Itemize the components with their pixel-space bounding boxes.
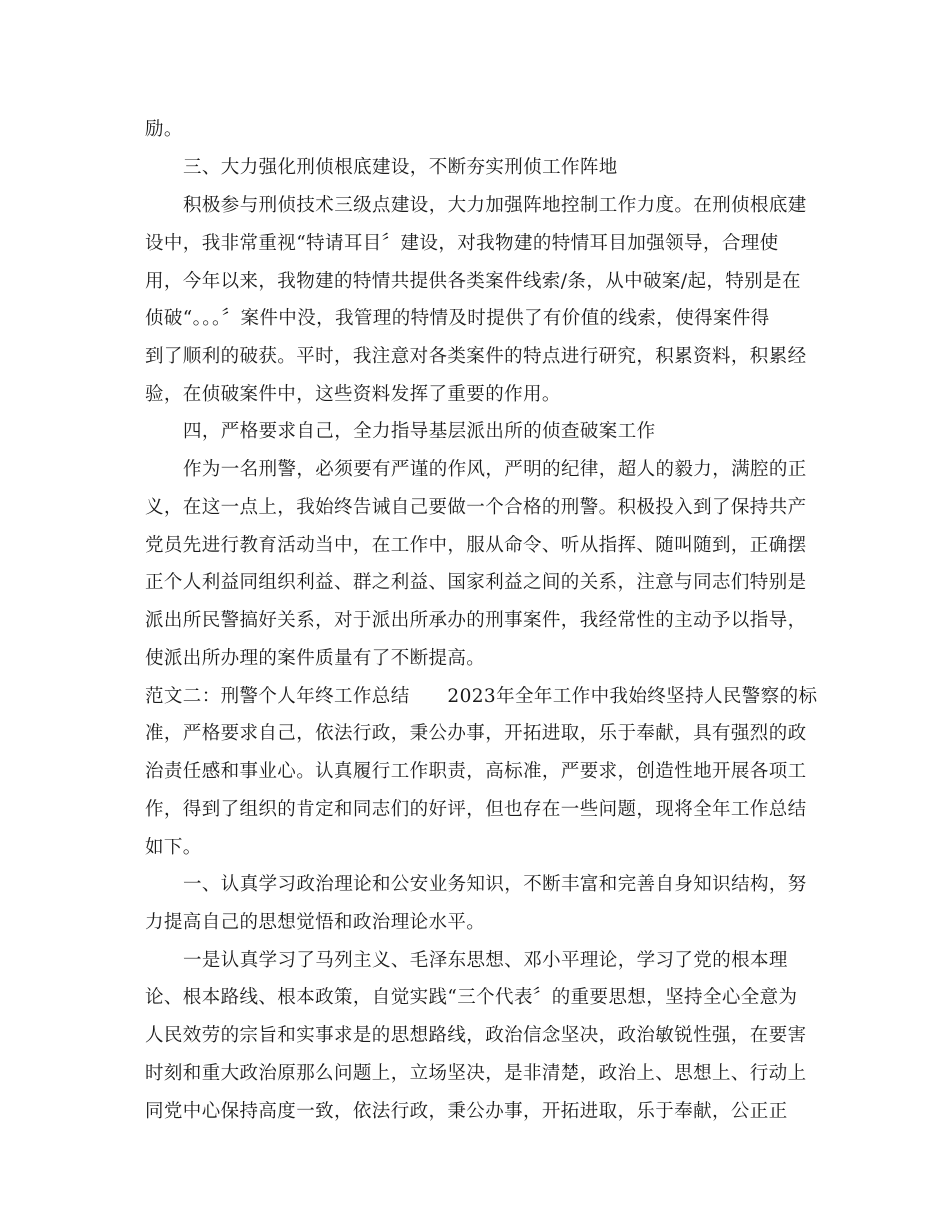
text-line: 侦破“。。。〞案件中没，我管理的特情及时提供了有价值的线索，使得案件得 [145, 308, 770, 329]
text-line: 人民效劳的宗旨和实事求是的思想路线，政治信念坚决，政治敏锐性强，在要害 [145, 1025, 807, 1046]
text-line: 验，在侦破案件中，这些资料发挥了重要的作用。 [145, 384, 561, 405]
section-title: 范文二：刑警个人年终工作总结 2023年全年工作中我始终坚持人民警察的标 [145, 686, 818, 707]
text-line: 派出所民警搞好关系，对于派出所承办的刑事案件，我经常性的主动予以指导， [145, 610, 807, 631]
text-line: 义，在这一点上，我始终告诫自己要做一个合格的刑警。积极投入到了保持共产 [145, 497, 807, 518]
text-line: 作为一名刑警，必须要有严谨的作风，严明的纪律，超人的毅力，满腔的正 [183, 459, 807, 480]
text-line: 使派出所办理的案件质量有了不断提高。 [145, 648, 486, 669]
text-line: 力提高自己的思想觉悟和政治理论水平。 [145, 912, 486, 933]
text-line: 时刻和重大政治原那么问题上，立场坚决，是非清楚，政治上、思想上、行动上 [145, 1063, 807, 1084]
text-line: 一是认真学习了马列主义、毛泽东思想、邓小平理论，学习了党的根本理 [183, 950, 788, 971]
text-line: 治责任感和事业心。认真履行工作职责，高标准，严要求，创造性地开展各项工 [145, 761, 807, 782]
text-line: 积极参与刑侦技术三级点建设，大力加强阵地控制工作力度。在刑侦根底建 [183, 195, 807, 216]
section-heading: 三、大力强化刑侦根底建设，不断夯实刑侦工作阵地 [183, 157, 618, 178]
text-line: 同党中心保持高度一致，依法行政，秉公办事，开拓进取，乐于奉献，公正正 [145, 1101, 788, 1122]
text-line: 正个人利益同组织利益、群之利益、国家利益之间的关系，注意与同志们特别是 [145, 572, 807, 593]
text-line: 到了顺利的破获。平时，我注意对各类案件的特点进行研究，积累资料，积累经 [145, 346, 807, 367]
text-line: 如下。 [145, 837, 202, 858]
text-line: 党员先进行教育活动当中，在工作中，服从命令、听从指挥、随叫随到，正确摆 [145, 535, 807, 556]
text-line: 用，今年以来，我物建的特情共提供各类案件线索/条，从中破案/起，特别是在 [145, 271, 801, 292]
section-heading: 四，严格要求自己，全力指导基层派出所的侦查破案工作 [183, 421, 656, 442]
text-line: 励。 [145, 119, 183, 140]
text-line: 准，严格要求自己，依法行政，秉公办事，开拓进取，乐于奉献，具有强烈的政 [145, 723, 807, 744]
text-line: 作，得到了组织的肯定和同志们的好评，但也存在一些问题，现将全年工作总结 [145, 799, 807, 820]
section-heading: 一、认真学习政治理论和公安业务知识，不断丰富和完善自身知识结构，努 [183, 874, 807, 895]
text-line: 设中，我非常重视“特请耳目〞建设，对我物建的特情耳目加强领导，合理使 [145, 233, 779, 254]
text-line: 论、根本路线、根本政策，自觉实践“三个代表〞的重要思想，坚持全心全意为 [145, 987, 798, 1008]
